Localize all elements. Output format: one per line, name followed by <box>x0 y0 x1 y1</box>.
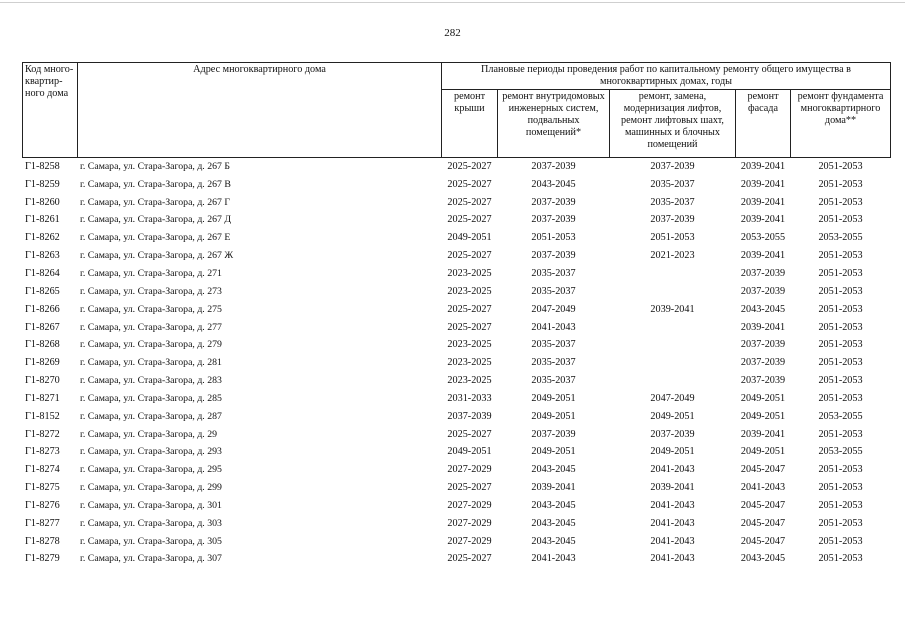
elevators-period-cell: 2051-2053 <box>650 232 695 244</box>
engineering-period-cell: 2049-2051 <box>531 410 576 422</box>
elevators-period-cell <box>610 265 736 283</box>
foundation-period-cell: 2051-2053 <box>818 464 863 476</box>
header-elevators: ремонт, замена, модернизация лифтов, ремонт лифтовых шахт, машинных и блочных помещений <box>610 90 736 158</box>
facade-period-cell: 2045-2047 <box>740 535 786 547</box>
elevators-period-cell: 2041-2043 <box>650 553 695 565</box>
engineering-period-cell: 2037-2039 <box>531 196 576 208</box>
foundation-period-cell: 2051-2053 <box>818 428 863 440</box>
elevators-period-cell: 2037-2039 <box>650 160 695 172</box>
address-cell: г. Самара, ул. Стара-Загора, д. 285 <box>80 392 222 404</box>
header-row-top <box>23 63 891 90</box>
roof-period-cell: 2025-2027 <box>447 321 492 333</box>
roof-period-cell: 2025-2027 <box>447 428 492 440</box>
roof-period-cell: 2023-2025 <box>447 267 492 279</box>
table-row <box>23 551 891 569</box>
table-row <box>23 265 891 283</box>
facade-period-cell: 2053-2055 <box>740 232 786 244</box>
roof-period-cell: 2025-2027 <box>447 178 492 190</box>
elevators-period-cell <box>610 354 736 372</box>
address-cell: г. Самара, ул. Стара-Загора, д. 303 <box>80 517 222 529</box>
elevators-period-cell <box>610 283 736 301</box>
engineering-period-cell: 2047-2049 <box>531 303 576 315</box>
elevators-period-cell: 2037-2039 <box>650 214 695 226</box>
engineering-period-cell: 2041-2043 <box>531 321 576 333</box>
engineering-period-cell: 2037-2039 <box>531 250 576 262</box>
engineering-period-cell: 2049-2051 <box>531 392 576 404</box>
engineering-period-cell: 2035-2037 <box>531 357 576 369</box>
address-cell: г. Самара, ул. Стара-Загора, д. 267 В <box>80 178 231 190</box>
table-row <box>23 336 891 354</box>
address-cell: г. Самара, ул. Стара-Загора, д. 281 <box>80 357 222 369</box>
foundation-period-cell: 2053-2055 <box>818 232 863 244</box>
engineering-period-cell: 2043-2045 <box>531 178 576 190</box>
roof-period-cell: 2037-2039 <box>447 410 492 422</box>
elevators-period-cell: 2047-2049 <box>650 392 695 404</box>
facade-period-cell: 2049-2051 <box>740 410 786 422</box>
foundation-period-cell: 2051-2053 <box>818 303 863 315</box>
roof-period-cell: 2027-2029 <box>447 464 492 476</box>
roof-period-cell: 2023-2025 <box>447 339 492 351</box>
header-facade: ремонт фасада <box>736 90 791 158</box>
engineering-period-cell: 2049-2051 <box>531 446 576 458</box>
facade-period-cell: 2039-2041 <box>740 428 786 440</box>
house-code-cell: Г1-8260 <box>25 196 60 208</box>
engineering-period-cell: 2043-2045 <box>531 464 576 476</box>
foundation-period-cell: 2051-2053 <box>818 375 863 387</box>
address-cell: г. Самара, ул. Стара-Загора, д. 273 <box>80 285 222 297</box>
elevators-period-cell: 2039-2041 <box>650 303 695 315</box>
header-foundation: ремонт фундамента многоквартирного дома** <box>791 90 891 158</box>
facade-period-cell: 2049-2051 <box>740 392 786 404</box>
foundation-period-cell: 2051-2053 <box>818 250 863 262</box>
address-cell: г. Самара, ул. Стара-Загора, д. 29 <box>80 428 217 440</box>
facade-period-cell: 2045-2047 <box>740 464 786 476</box>
top-rule <box>0 2 905 3</box>
address-cell: г. Самара, ул. Стара-Загора, д. 301 <box>80 499 222 511</box>
header-address: Адрес многоквартирного дома <box>78 63 442 158</box>
elevators-period-cell: 2039-2041 <box>650 482 695 494</box>
table-row <box>23 533 891 551</box>
address-cell: г. Самара, ул. Стара-Загора, д. 305 <box>80 535 222 547</box>
engineering-period-cell: 2035-2037 <box>531 285 576 297</box>
foundation-period-cell: 2051-2053 <box>818 392 863 404</box>
foundation-period-cell: 2053-2055 <box>818 410 863 422</box>
house-code-cell: Г1-8275 <box>25 482 60 494</box>
table-row <box>23 301 891 319</box>
house-code-cell: Г1-8267 <box>25 321 60 333</box>
roof-period-cell: 2025-2027 <box>447 196 492 208</box>
table-row <box>23 229 891 247</box>
house-code-cell: Г1-8278 <box>25 535 60 547</box>
house-code-cell: Г1-8279 <box>25 553 60 565</box>
page-number: 282 <box>444 27 461 39</box>
facade-period-cell: 2041-2043 <box>740 482 786 494</box>
elevators-period-cell: 2037-2039 <box>650 428 695 440</box>
facade-period-cell: 2039-2041 <box>740 160 786 172</box>
engineering-period-cell: 2043-2045 <box>531 499 576 511</box>
address-cell: г. Самара, ул. Стара-Загора, д. 279 <box>80 339 222 351</box>
house-code-cell: Г1-8259 <box>25 178 60 190</box>
table-row <box>23 372 891 390</box>
foundation-period-cell: 2051-2053 <box>818 357 863 369</box>
engineering-period-cell: 2035-2037 <box>531 339 576 351</box>
foundation-period-cell: 2051-2053 <box>818 535 863 547</box>
foundation-period-cell: 2051-2053 <box>818 285 863 297</box>
address-cell: г. Самара, ул. Стара-Загора, д. 267 Г <box>80 196 231 208</box>
roof-period-cell: 2025-2027 <box>447 250 492 262</box>
facade-period-cell: 2037-2039 <box>740 357 786 369</box>
elevators-period-cell: 2049-2051 <box>650 446 695 458</box>
header-periods: Плановые периоды проведения работ по капитальному ремонту общего имущества в многоквартирных домах, годы <box>442 63 891 90</box>
address-cell: г. Самара, ул. Стара-Загора, д. 293 <box>80 446 222 458</box>
facade-period-cell: 2037-2039 <box>740 267 786 279</box>
facade-period-cell: 2043-2045 <box>740 303 786 315</box>
roof-period-cell: 2025-2027 <box>447 303 492 315</box>
house-code-cell: Г1-8273 <box>25 446 60 458</box>
address-cell: г. Самара, ул. Стара-Загора, д. 267 Е <box>80 232 231 244</box>
facade-period-cell: 2039-2041 <box>740 321 786 333</box>
address-cell: г. Самара, ул. Стара-Загора, д. 287 <box>80 410 222 422</box>
elevators-period-cell <box>610 372 736 390</box>
foundation-period-cell: 2051-2053 <box>818 517 863 529</box>
house-code-cell: Г1-8266 <box>25 303 60 315</box>
facade-period-cell: 2039-2041 <box>740 250 786 262</box>
house-code-cell: Г1-8262 <box>25 232 60 244</box>
table-body <box>23 158 891 569</box>
roof-period-cell: 2023-2025 <box>447 375 492 387</box>
elevators-period-cell: 2021-2023 <box>650 250 695 262</box>
roof-period-cell: 2025-2027 <box>447 482 492 494</box>
house-code-cell: Г1-8264 <box>25 267 60 279</box>
foundation-period-cell: 2051-2053 <box>818 553 863 565</box>
address-cell: г. Самара, ул. Стара-Загора, д. 283 <box>80 375 222 387</box>
facade-period-cell: 2039-2041 <box>740 196 786 208</box>
engineering-period-cell: 2035-2037 <box>531 267 576 279</box>
elevators-period-cell: 2035-2037 <box>650 178 695 190</box>
roof-period-cell: 2023-2025 <box>447 285 492 297</box>
address-cell: г. Самара, ул. Стара-Загора, д. 295 <box>80 464 222 476</box>
table-row <box>23 176 891 194</box>
header-code: Код много-квартир-ного дома <box>23 63 78 158</box>
house-code-cell: Г1-8268 <box>25 339 60 351</box>
address-cell: г. Самара, ул. Стара-Загора, д. 277 <box>80 321 222 333</box>
table-row <box>23 390 891 408</box>
elevators-period-cell: 2049-2051 <box>650 410 695 422</box>
facade-period-cell: 2039-2041 <box>740 178 786 190</box>
elevators-period-cell: 2041-2043 <box>650 499 695 511</box>
facade-period-cell: 2039-2041 <box>740 214 786 226</box>
table-row <box>23 354 891 372</box>
engineering-period-cell: 2051-2053 <box>531 232 576 244</box>
engineering-period-cell: 2037-2039 <box>531 428 576 440</box>
foundation-period-cell: 2051-2053 <box>818 214 863 226</box>
table-row <box>23 283 891 301</box>
roof-period-cell: 2023-2025 <box>447 357 492 369</box>
table-row <box>23 426 891 444</box>
header-engineering: ремонт внутридомовых инженерных систем, подвальных помещений* <box>498 90 610 158</box>
table-row <box>23 497 891 515</box>
address-cell: г. Самара, ул. Стара-Загора, д. 275 <box>80 303 222 315</box>
facade-period-cell: 2045-2047 <box>740 499 786 511</box>
table-row <box>23 247 891 265</box>
elevators-period-cell <box>610 336 736 354</box>
roof-period-cell: 2025-2027 <box>447 214 492 226</box>
elevators-period-cell <box>610 319 736 337</box>
roof-period-cell: 2027-2029 <box>447 499 492 511</box>
elevators-period-cell: 2035-2037 <box>650 196 695 208</box>
elevators-period-cell: 2041-2043 <box>650 517 695 529</box>
foundation-period-cell: 2051-2053 <box>818 499 863 511</box>
engineering-period-cell: 2037-2039 <box>531 160 576 172</box>
engineering-period-cell: 2041-2043 <box>531 553 576 565</box>
table-row <box>23 319 891 337</box>
engineering-period-cell: 2039-2041 <box>531 482 576 494</box>
house-code-cell: Г1-8272 <box>25 428 60 440</box>
table-row <box>23 444 891 462</box>
table-row <box>23 408 891 426</box>
engineering-period-cell: 2043-2045 <box>531 535 576 547</box>
address-cell: г. Самара, ул. Стара-Загора, д. 271 <box>80 267 222 279</box>
table-row <box>23 194 891 212</box>
foundation-period-cell: 2051-2053 <box>818 196 863 208</box>
facade-period-cell: 2049-2051 <box>740 446 786 458</box>
roof-period-cell: 2025-2027 <box>447 160 492 172</box>
roof-period-cell: 2049-2051 <box>447 232 492 244</box>
foundation-period-cell: 2051-2053 <box>818 267 863 279</box>
foundation-period-cell: 2051-2053 <box>818 178 863 190</box>
header-roof: ремонт крыши <box>442 90 498 158</box>
address-cell: г. Самара, ул. Стара-Загора, д. 307 <box>80 553 222 565</box>
table-row <box>23 461 891 479</box>
facade-period-cell: 2037-2039 <box>740 285 786 297</box>
table-row <box>23 158 891 176</box>
foundation-period-cell: 2051-2053 <box>818 482 863 494</box>
house-code-cell: Г1-8258 <box>25 160 60 172</box>
address-cell: г. Самара, ул. Стара-Загора, д. 267 Д <box>80 214 232 226</box>
facade-period-cell: 2037-2039 <box>740 339 786 351</box>
house-code-cell: Г1-8261 <box>25 214 60 226</box>
roof-period-cell: 2025-2027 <box>447 553 492 565</box>
facade-period-cell: 2045-2047 <box>740 517 786 529</box>
roof-period-cell: 2027-2029 <box>447 535 492 547</box>
house-code-cell: Г1-8265 <box>25 285 60 297</box>
engineering-period-cell: 2035-2037 <box>531 375 576 387</box>
foundation-period-cell: 2053-2055 <box>818 446 863 458</box>
house-code-cell: Г1-8274 <box>25 464 60 476</box>
house-code-cell: Г1-8152 <box>25 410 60 422</box>
roof-period-cell: 2027-2029 <box>447 517 492 529</box>
house-code-cell: Г1-8277 <box>25 517 60 529</box>
foundation-period-cell: 2051-2053 <box>818 339 863 351</box>
house-code-cell: Г1-8276 <box>25 499 60 511</box>
table-row <box>23 212 891 230</box>
address-cell: г. Самара, ул. Стара-Загора, д. 299 <box>80 482 222 494</box>
facade-period-cell: 2043-2045 <box>740 553 786 565</box>
elevators-period-cell: 2041-2043 <box>650 464 695 476</box>
engineering-period-cell: 2043-2045 <box>531 517 576 529</box>
roof-period-cell: 2031-2033 <box>447 392 492 404</box>
address-cell: г. Самара, ул. Стара-Загора, д. 267 Ж <box>80 250 234 262</box>
foundation-period-cell: 2051-2053 <box>818 321 863 333</box>
house-code-cell: Г1-8270 <box>25 375 60 387</box>
address-cell: г. Самара, ул. Стара-Загора, д. 267 Б <box>80 160 230 172</box>
capital-repair-table <box>22 62 891 568</box>
house-code-cell: Г1-8263 <box>25 250 60 262</box>
table-row <box>23 515 891 533</box>
house-code-cell: Г1-8271 <box>25 392 60 404</box>
elevators-period-cell: 2041-2043 <box>650 535 695 547</box>
foundation-period-cell: 2051-2053 <box>818 160 863 172</box>
facade-period-cell: 2037-2039 <box>740 375 786 387</box>
engineering-period-cell: 2037-2039 <box>531 214 576 226</box>
table-row <box>23 479 891 497</box>
house-code-cell: Г1-8269 <box>25 357 60 369</box>
roof-period-cell: 2049-2051 <box>447 446 492 458</box>
